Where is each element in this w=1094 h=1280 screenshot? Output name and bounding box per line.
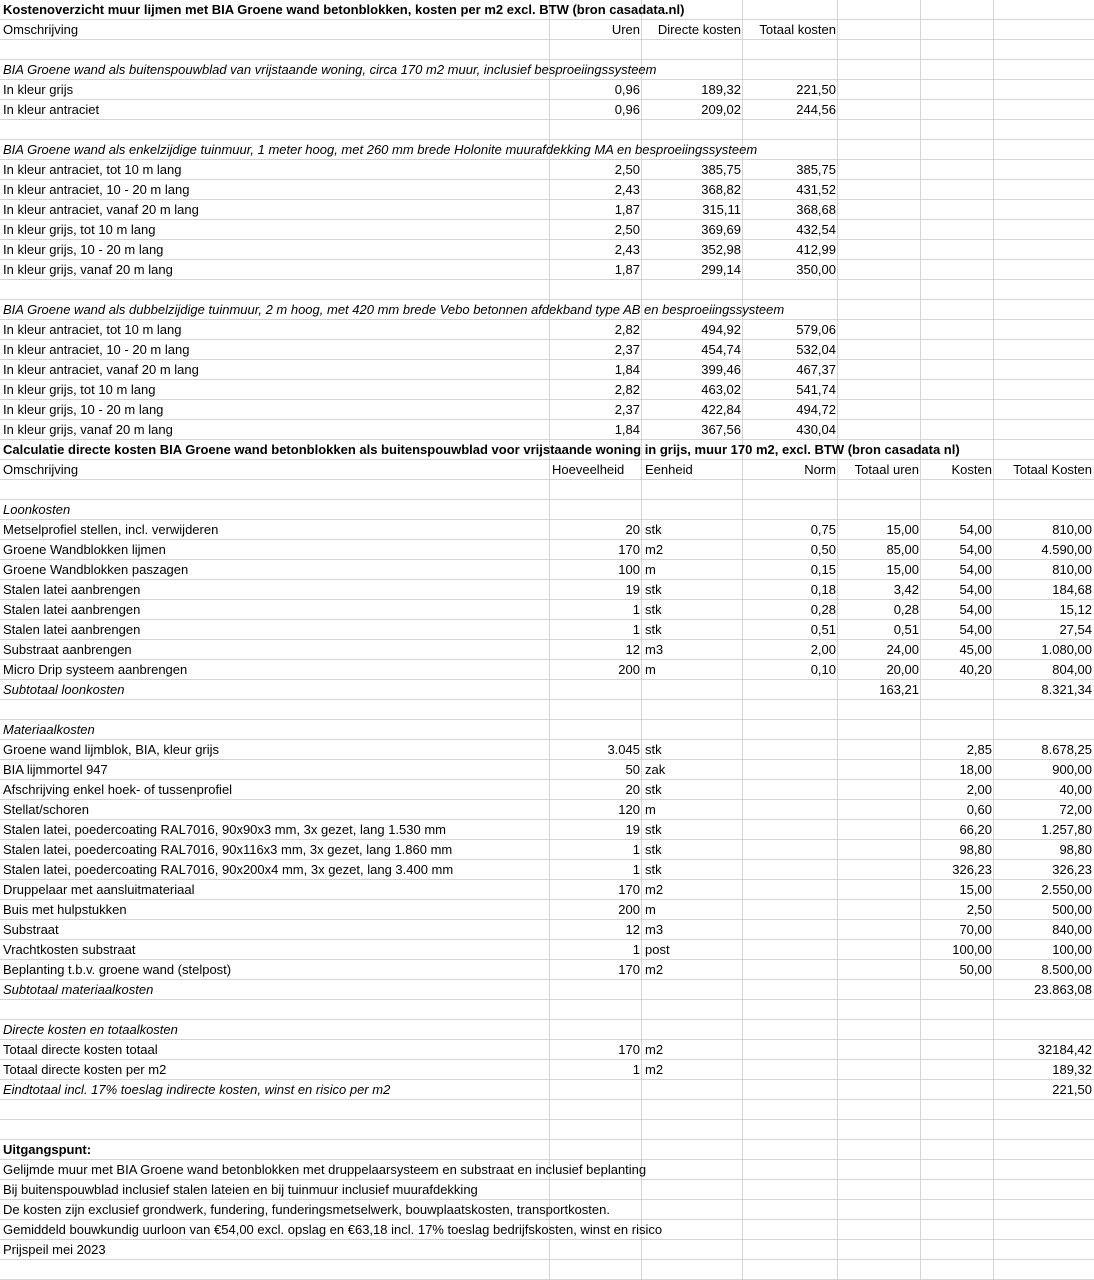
cell-directe-kosten[interactable]: 315,11 [702,202,741,217]
cell-eenheid[interactable]: m3 [645,642,664,657]
cell-totaal-uren[interactable]: 0,51 [893,622,919,637]
cell-uren[interactable]: 1,87 [614,202,640,217]
cell-norm[interactable]: 0,75 [810,522,836,537]
total-row [0,1080,1094,1100]
cell-totaal-kosten[interactable]: 467,37 [796,362,836,377]
cell-uren[interactable]: 2,82 [614,382,640,397]
cell-totaal-kosten[interactable]: 541,74 [796,382,836,397]
cell-omschrijving[interactable]: In kleur grijs, 10 - 20 m lang [3,402,164,417]
cell-omschrijving[interactable]: Stalen latei, poedercoating RAL7016, 90x116x3 mm, 3x gezet, lang 1.860 mm [3,842,453,857]
cell-directe-kosten[interactable]: 189,32 [701,82,741,97]
eindtotaal-value[interactable]: 221,50 [1052,1082,1092,1097]
cell-eenheid[interactable]: m2 [645,882,664,897]
table-row [0,360,1094,380]
table-row [0,100,1094,120]
cell-omschrijving[interactable]: In kleur grijs, tot 10 m lang [3,382,156,397]
cell-norm[interactable]: 0,51 [810,622,836,637]
cell-hoeveelheid[interactable]: 170 [618,542,640,557]
table-row [0,520,1094,540]
note-row [0,1180,1094,1200]
cell-totaal-kosten[interactable]: 494,72 [796,402,836,417]
table-row [0,640,1094,660]
table-row [0,240,1094,260]
cell-kosten[interactable]: 45,00 [959,642,992,657]
cell-totaal-kosten[interactable]: 810,00 [1052,562,1092,577]
cell-totaal-kosten[interactable]: 98,80 [1059,842,1092,857]
subtotal-loonkosten-label[interactable]: Subtotaal loonkosten [3,682,125,697]
cell-directe-kosten[interactable]: 352,98 [701,242,741,257]
cell-uren[interactable]: 1,84 [614,362,640,377]
cell-eenheid[interactable]: m2 [645,1042,664,1057]
cell-totaal-kosten[interactable]: 326,23 [1052,862,1092,877]
cell-eenheid[interactable]: stk [645,862,662,877]
cell-totaal-kosten[interactable]: 100,00 [1052,942,1092,957]
cell-kosten[interactable]: 0,60 [966,802,992,817]
cell-totaal-kosten[interactable]: 184,68 [1052,582,1092,597]
cell-eenheid[interactable]: m [645,802,656,817]
cell-eenheid[interactable]: stk [645,782,662,797]
cell-totaal-kosten[interactable]: 385,75 [796,162,836,177]
cell-omschrijving[interactable]: Stellat/schoren [3,802,89,817]
table-row [0,760,1094,780]
cell-hoeveelheid[interactable]: 12 [625,922,640,937]
table-row [0,620,1094,640]
cell-omschrijving[interactable]: In kleur grijs, vanaf 20 m lang [3,262,173,277]
cell-omschrijving[interactable]: Substraat aanbrengen [3,642,132,657]
cell-hoeveelheid[interactable]: 20 [625,522,640,537]
cell-omschrijving[interactable]: In kleur antraciet [3,102,100,117]
cell-eenheid[interactable]: stk [645,582,662,597]
cell-kosten[interactable]: 15,00 [959,882,992,897]
cell-totaal-kosten[interactable]: 15,12 [1059,602,1092,617]
table-row [0,200,1094,220]
cell-kosten[interactable]: 54,00 [959,602,992,617]
cell-totaal-kosten[interactable]: 4.590,00 [1041,542,1092,557]
cell-eenheid[interactable]: m3 [645,922,664,937]
cell-omschrijving[interactable]: Stalen latei, poedercoating RAL7016, 90x90x3 mm, 3x gezet, lang 1.530 mm [3,822,446,837]
cell-hoeveelheid[interactable]: 3.045 [607,742,640,757]
col-header-uren[interactable]: Uren [611,22,640,37]
section-title-materiaalkosten[interactable]: Materiaalkosten [3,722,95,737]
cell-omschrijving[interactable]: In kleur antraciet, 10 - 20 m lang [3,182,190,197]
cell-directe-kosten[interactable]: 454,74 [701,342,741,357]
col-header-totaal-kosten[interactable]: Totaal kosten [759,22,836,37]
cell-totaal-uren[interactable]: 15,00 [886,522,919,537]
cell-totaal-kosten[interactable]: 500,00 [1052,902,1092,917]
calculation-title[interactable]: Calculatie directe kosten BIA Groene wand betonblokken als buitenspouwblad voor vrijstaande woning in grijs, muur 170 m2, excl. BTW (bron casadata nl) [3,442,960,457]
cell-totaal-kosten[interactable]: 804,00 [1052,662,1092,677]
cell-omschrijving[interactable]: Micro Drip systeem aanbrengen [3,662,188,677]
section-title-row [0,1020,1094,1040]
cell-directe-kosten[interactable]: 368,82 [701,182,741,197]
cell-uren[interactable]: 2,50 [614,162,640,177]
header-row [0,20,1094,40]
section-title-directe-kosten[interactable]: Directe kosten en totaalkosten [3,1022,178,1037]
cell-totaal-kosten[interactable]: 8.678,25 [1041,742,1092,757]
cell-totaal-kosten[interactable]: 431,52 [796,182,836,197]
cell-kosten[interactable]: 50,00 [959,962,992,977]
subtotal-row [0,680,1094,700]
cell-hoeveelheid[interactable]: 100 [618,562,640,577]
cell-omschrijving[interactable]: In kleur antraciet, tot 10 m lang [3,322,182,337]
table-row [0,400,1094,420]
cell-totaal-kosten[interactable]: 432,54 [796,222,836,237]
cell-uren[interactable]: 2,37 [614,342,640,357]
uitgangspunt-line[interactable]: Gelijmde muur met BIA Groene wand betonblokken met druppelaarsysteem en substraat en inclusief beplanting [3,1162,647,1177]
note-row [0,1200,1094,1220]
cell-eenheid[interactable]: m [645,562,656,577]
cell-totaal-kosten[interactable]: 1.257,80 [1041,822,1092,837]
cell-eenheid[interactable]: stk [645,822,662,837]
cell-uren[interactable]: 2,82 [614,322,640,337]
cell-eenheid[interactable]: m2 [645,962,664,977]
cell-kosten[interactable]: 54,00 [959,522,992,537]
col-header-eenheid[interactable]: Eenheid [645,462,693,477]
table-row [0,180,1094,200]
cell-kosten[interactable]: 100,00 [952,942,992,957]
table-row [0,220,1094,240]
uitgangspunt-line[interactable]: Gemiddeld bouwkundig uurloon van €54,00 excl. opslag en €63,18 incl. 17% toeslag bedrijfskosten, winst en risico [3,1222,663,1237]
section-title-loonkosten[interactable]: Loonkosten [3,502,71,517]
cell-directe-kosten[interactable]: 399,46 [701,362,741,377]
cell-kosten[interactable]: 18,00 [959,762,992,777]
cell-uren[interactable]: 2,37 [614,402,640,417]
uitgangspunt-title[interactable]: Uitgangspunt: [3,1142,92,1157]
table-row [0,1040,1094,1060]
cell-omschrijving[interactable]: Afschrijving enkel hoek- of tussenprofiel [3,782,233,797]
cell-hoeveelheid[interactable]: 1 [632,602,640,617]
table-row [0,740,1094,760]
cell-norm[interactable]: 2,00 [810,642,836,657]
col-header-omschrijving[interactable]: Omschrijving [3,22,79,37]
table-row [0,960,1094,980]
cell-totaal-uren[interactable]: 3,42 [893,582,919,597]
cell-directe-kosten[interactable]: 299,14 [701,262,741,277]
table-row [0,840,1094,860]
sheet-row [0,0,1094,20]
cell-hoeveelheid[interactable]: 1 [632,1062,640,1077]
cell-hoeveelheid[interactable]: 170 [618,882,640,897]
cell-omschrijving[interactable]: In kleur grijs, vanaf 20 m lang [3,422,173,437]
cell-kosten[interactable]: 40,20 [959,662,992,677]
cell-eenheid[interactable]: m2 [645,542,664,557]
cell-kosten[interactable]: 54,00 [959,542,992,557]
cell-omschrijving[interactable]: Stalen latei aanbrengen [3,582,141,597]
cell-hoeveelheid[interactable]: 120 [618,802,640,817]
table-row [0,1060,1094,1080]
col-header-omschrijving[interactable]: Omschrijving [3,462,79,477]
cell-hoeveelheid[interactable]: 200 [618,662,640,677]
table-row [0,600,1094,620]
cell-kosten[interactable]: 2,50 [966,902,992,917]
cell-totaal-kosten[interactable]: 368,68 [796,202,836,217]
col-header-totaal-kosten[interactable]: Totaal Kosten [1013,462,1092,477]
cell-totaal-kosten[interactable]: 32184,42 [1037,1042,1092,1057]
cell-hoeveelheid[interactable]: 20 [625,782,640,797]
cell-hoeveelheid[interactable]: 50 [625,762,640,777]
uitgangspunt-line[interactable]: Bij buitenspouwblad inclusief stalen lateien en bij tuinmuur inclusief muurafdekking [3,1182,478,1197]
table-row [0,320,1094,340]
table-row [0,820,1094,840]
cell-eenheid[interactable]: m2 [645,1062,664,1077]
table-row [0,860,1094,880]
cell-totaal-kosten[interactable]: 900,00 [1052,762,1092,777]
note-row [0,1220,1094,1240]
cell-omschrijving[interactable]: In kleur grijs [3,82,74,97]
cell-uren[interactable]: 0,96 [614,102,640,117]
table-row [0,260,1094,280]
cell-totaal-uren[interactable]: 15,00 [886,562,919,577]
cell-omschrijving[interactable]: Totaal directe kosten per m2 [3,1062,167,1077]
cell-hoeveelheid[interactable]: 19 [625,822,640,837]
cell-omschrijving[interactable]: Beplanting t.b.v. groene wand (stelpost) [3,962,232,977]
table-row [0,780,1094,800]
cell-omschrijving[interactable]: In kleur antraciet, vanaf 20 m lang [3,362,199,377]
table-row [0,900,1094,920]
sheet-row [0,440,1094,460]
cell-kosten[interactable]: 98,80 [959,842,992,857]
cell-totaal-kosten[interactable]: 27,54 [1059,622,1092,637]
table-row [0,80,1094,100]
cell-totaal-uren[interactable]: 24,00 [886,642,919,657]
cell-omschrijving[interactable]: Totaal directe kosten totaal [3,1042,158,1057]
cell-totaal-kosten[interactable]: 244,56 [796,102,836,117]
cell-totaal-kosten[interactable]: 72,00 [1059,802,1092,817]
section-title-row [0,300,1094,320]
cell-directe-kosten[interactable]: 422,84 [701,402,741,417]
table-row [0,920,1094,940]
cell-directe-kosten[interactable]: 385,75 [701,162,741,177]
cell-eenheid[interactable]: zak [645,762,666,777]
cell-uren[interactable]: 2,43 [614,242,640,257]
cell-norm[interactable]: 0,18 [810,582,836,597]
cell-uren[interactable]: 2,43 [614,182,640,197]
cell-kosten[interactable]: 54,00 [959,582,992,597]
subtotal-row [0,980,1094,1000]
table-row [0,540,1094,560]
cell-totaal-kosten[interactable]: 810,00 [1052,522,1092,537]
subtotal-loonkosten-uren[interactable]: 163,21 [879,682,919,697]
cell-directe-kosten[interactable]: 494,92 [701,322,741,337]
table-row [0,660,1094,680]
table-row [0,340,1094,360]
cell-omschrijving[interactable]: In kleur grijs, 10 - 20 m lang [3,242,164,257]
cell-totaal-kosten[interactable]: 189,32 [1052,1062,1092,1077]
note-row [0,1240,1094,1260]
table-row [0,160,1094,180]
cell-omschrijving[interactable]: Vrachtkosten substraat [3,942,136,957]
cell-omschrijving[interactable]: Buis met hulpstukken [3,902,127,917]
cell-totaal-kosten[interactable]: 532,04 [796,342,836,357]
subtotal-loonkosten-totaal[interactable]: 8.321,34 [1041,682,1092,697]
cell-norm[interactable]: 0,50 [810,542,836,557]
cell-omschrijving[interactable]: Groene wand lijmblok, BIA, kleur grijs [3,742,220,757]
cell-omschrijving[interactable]: Groene Wandblokken lijmen [3,542,166,557]
cell-norm[interactable]: 0,10 [810,662,836,677]
cell-hoeveelheid[interactable]: 170 [618,962,640,977]
col-header-totaal-uren[interactable]: Totaal uren [854,462,919,477]
section-title-row [0,60,1094,80]
cell-norm[interactable]: 0,15 [810,562,836,577]
cost-overview-title[interactable]: Kostenoverzicht muur lijmen met BIA Groene wand betonblokken, kosten per m2 excl. BTW (bron casadata.nl) [3,2,685,17]
cell-hoeveelheid[interactable]: 1 [632,842,640,857]
cell-uren[interactable]: 1,87 [614,262,640,277]
cell-uren[interactable]: 0,96 [614,82,640,97]
cell-totaal-kosten[interactable]: 40,00 [1059,782,1092,797]
cell-eenheid[interactable]: stk [645,842,662,857]
cell-omschrijving[interactable]: BIA lijmmortel 947 [3,762,108,777]
cell-eenheid[interactable]: stk [645,602,662,617]
cell-totaal-uren[interactable]: 20,00 [886,662,919,677]
header-row [0,460,1094,480]
cell-uren[interactable]: 1,84 [614,422,640,437]
cell-hoeveelheid[interactable]: 12 [625,642,640,657]
cell-directe-kosten[interactable]: 209,02 [701,102,741,117]
cell-totaal-kosten[interactable]: 579,06 [796,322,836,337]
cell-eenheid[interactable]: m [645,662,656,677]
cell-totaal-kosten[interactable]: 2.550,00 [1041,882,1092,897]
cell-eenheid[interactable]: m [645,902,656,917]
subtotal-materiaalkosten-totaal[interactable]: 23.863,08 [1034,982,1092,997]
table-row [0,800,1094,820]
cell-totaal-uren[interactable]: 85,00 [886,542,919,557]
cell-totaal-uren[interactable]: 0,28 [893,602,919,617]
section-title-buitenspouwblad[interactable]: BIA Groene wand als buitenspouwblad van vrijstaande woning, circa 170 m2 muur, inclusief besproeiingssysteem [3,62,657,77]
cell-omschrijving[interactable]: Substraat [3,922,59,937]
col-header-kosten[interactable]: Kosten [951,462,992,477]
notes-title-row [0,1140,1094,1160]
table-row [0,420,1094,440]
cell-kosten[interactable]: 326,23 [952,862,992,877]
cell-omschrijving[interactable]: Metselprofiel stellen, incl. verwijderen [3,522,219,537]
cell-hoeveelheid[interactable]: 1 [632,622,640,637]
cell-omschrijving[interactable]: In kleur grijs, tot 10 m lang [3,222,156,237]
table-row [0,880,1094,900]
cell-eenheid[interactable]: stk [645,622,662,637]
cell-omschrijving[interactable]: In kleur antraciet, vanaf 20 m lang [3,202,199,217]
cell-kosten[interactable]: 66,20 [959,822,992,837]
cell-hoeveelheid[interactable]: 1 [632,942,640,957]
uitgangspunt-line[interactable]: Prijspeil mei 2023 [3,1242,106,1257]
cell-omschrijving[interactable]: Druppelaar met aansluitmateriaal [3,882,195,897]
cell-omschrijving[interactable]: In kleur antraciet, tot 10 m lang [3,162,182,177]
cell-omschrijving[interactable]: Stalen latei aanbrengen [3,622,141,637]
section-title-row [0,140,1094,160]
cell-totaal-kosten[interactable]: 350,00 [796,262,836,277]
cell-directe-kosten[interactable]: 463,02 [701,382,741,397]
cell-norm[interactable]: 0,28 [810,602,836,617]
cell-eenheid[interactable]: stk [645,522,662,537]
section-title-row [0,500,1094,520]
cell-hoeveelheid[interactable]: 19 [625,582,640,597]
cell-kosten[interactable]: 2,00 [966,782,992,797]
cell-totaal-kosten[interactable]: 1.080,00 [1041,642,1092,657]
cell-omschrijving[interactable]: Groene Wandblokken paszagen [3,562,189,577]
cell-eenheid[interactable]: stk [645,742,662,757]
col-header-hoeveelheid[interactable]: Hoeveelheid [552,462,625,477]
cell-totaal-kosten[interactable]: 840,00 [1052,922,1092,937]
table-row [0,940,1094,960]
cell-kosten[interactable]: 54,00 [959,622,992,637]
table-row [0,580,1094,600]
table-row [0,380,1094,400]
cell-kosten[interactable]: 70,00 [959,922,992,937]
cell-directe-kosten[interactable]: 369,69 [701,222,741,237]
cell-totaal-kosten[interactable]: 430,04 [796,422,836,437]
cell-hoeveelheid[interactable]: 200 [618,902,640,917]
note-row [0,1160,1094,1180]
section-title-enkelzijdige-tuinmuur[interactable]: BIA Groene wand als enkelzijdige tuinmuur, 1 meter hoog, met 260 mm brede Holonite muurafdekking MA en besproeiingssysteem [3,142,758,157]
cell-totaal-kosten[interactable]: 412,99 [796,242,836,257]
cell-kosten[interactable]: 2,85 [966,742,992,757]
cell-hoeveelheid[interactable]: 1 [632,862,640,877]
cell-directe-kosten[interactable]: 367,56 [701,422,741,437]
cell-totaal-kosten[interactable]: 8.500,00 [1041,962,1092,977]
uitgangspunt-line[interactable]: De kosten zijn exclusief grondwerk, fundering, funderingsmetselwerk, bouwplaatskosten, transportkosten. [3,1202,610,1217]
subtotal-materiaalkosten-label[interactable]: Subtotaal materiaalkosten [3,982,154,997]
col-header-directe-kosten[interactable]: Directe kosten [657,22,741,37]
table-row [0,560,1094,580]
col-header-norm[interactable]: Norm [804,462,836,477]
cell-hoeveelheid[interactable]: 170 [618,1042,640,1057]
cell-omschrijving[interactable]: Stalen latei aanbrengen [3,602,141,617]
eindtotaal-label[interactable]: Eindtotaal incl. 17% toeslag indirecte kosten, winst en risico per m2 [3,1082,391,1097]
cell-uren[interactable]: 2,50 [614,222,640,237]
cell-omschrijving[interactable]: In kleur antraciet, 10 - 20 m lang [3,342,190,357]
cell-eenheid[interactable]: post [645,942,670,957]
section-title-row [0,720,1094,740]
cell-totaal-kosten[interactable]: 221,50 [796,82,836,97]
cell-omschrijving[interactable]: Stalen latei, poedercoating RAL7016, 90x200x4 mm, 3x gezet, lang 3.400 mm [3,862,454,877]
cell-kosten[interactable]: 54,00 [959,562,992,577]
section-title-dubbelzijdige-tuinmuur[interactable]: BIA Groene wand als dubbelzijdige tuinmuur, 2 m hoog, met 420 mm brede Vebo betonnen afdekband type AB en besproeiingssysteem [3,302,785,317]
